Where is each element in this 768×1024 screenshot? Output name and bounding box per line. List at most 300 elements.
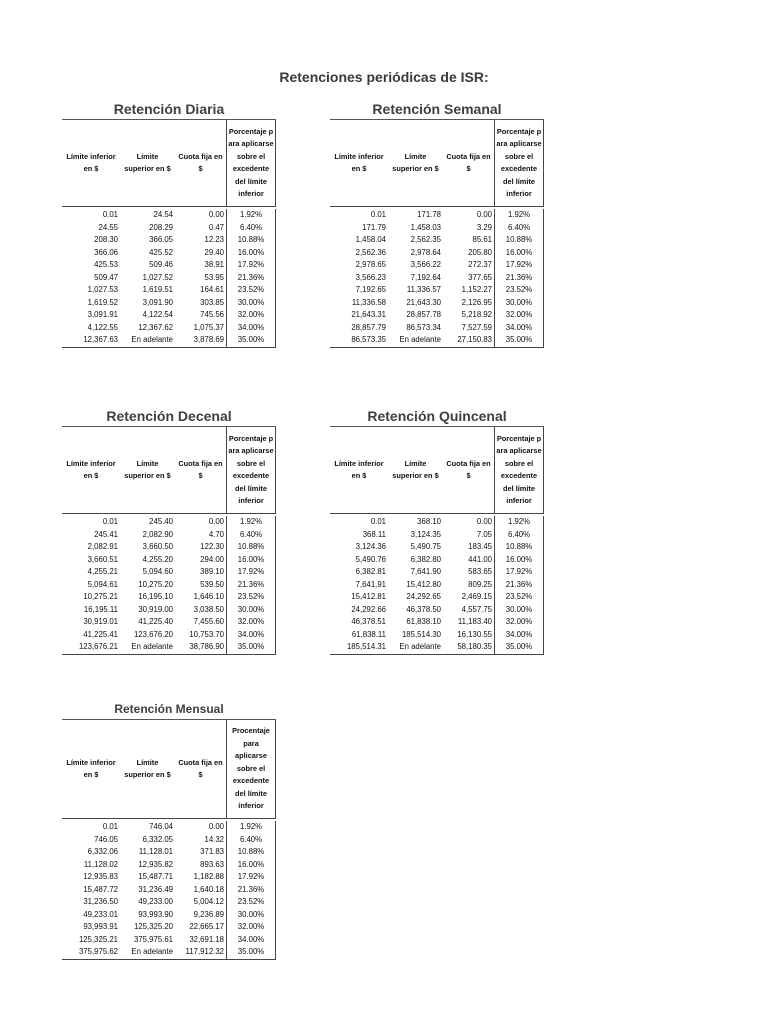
cell-limite-superior: 21,643.30: [406, 297, 441, 307]
cell-cuota-fija: 2,469.15: [461, 592, 492, 601]
cell-limite-inferior: 0.01: [370, 517, 386, 526]
cell-porcentaje: 1.92%: [226, 209, 276, 222]
cell-limite-inferior: 3,124.36: [355, 542, 386, 551]
table-row: [330, 322, 544, 335]
cell-limite-inferior: 0.01: [102, 517, 118, 526]
header-porcentaje: Procentaje para aplicarse sobre el excedente del límite inferior: [226, 720, 276, 818]
cell-porcentaje: 34.00%: [226, 934, 276, 947]
table-row: [62, 834, 276, 847]
cell-limite-inferior: 6,382.81: [355, 567, 386, 576]
cell-limite-superior: 3,124.35: [410, 529, 441, 539]
cell-limite-inferior: 11,336.58: [351, 297, 386, 307]
cell-limite-superior: En adelante: [399, 335, 441, 344]
cell-porcentaje: 16.00%: [226, 859, 276, 872]
table-row: [330, 209, 544, 222]
cell-porcentaje: 23.52%: [226, 896, 276, 909]
cell-limite-superior: 2,978.64: [410, 247, 441, 257]
cell-limite-inferior: 509.47: [94, 272, 118, 282]
cell-porcentaje: 21.36%: [226, 272, 276, 285]
cell-porcentaje: 17.92%: [494, 566, 544, 579]
cell-porcentaje: 30.00%: [226, 297, 276, 310]
table-retencion-semanal: [330, 100, 544, 348]
cell-cuota-fija: 0.00: [476, 210, 492, 219]
table-row: [62, 934, 276, 947]
table-body: [330, 207, 544, 348]
table-row: [62, 554, 276, 567]
cell-limite-superior: En adelante: [131, 947, 173, 956]
cell-limite-superior: 93,993.90: [138, 909, 173, 919]
cell-cuota-fija: 3.29: [476, 222, 492, 232]
cell-limite-inferior: 3,566.23: [355, 272, 386, 282]
cell-limite-superior: 24.54: [153, 210, 173, 219]
cell-limite-superior: 11,336.57: [406, 285, 441, 294]
header-cuota-fija: Cuota fija en $: [178, 458, 223, 480]
cell-limite-inferior: 31,236.50: [83, 897, 118, 906]
header-cuota-fija: Cuota fija en $: [178, 151, 223, 173]
cell-cuota-fija: 164.61: [200, 285, 224, 294]
cell-cuota-fija: 11,183.40: [457, 617, 492, 626]
cell-limite-superior: 86,573.34: [406, 322, 441, 332]
table-row: [330, 566, 544, 579]
cell-limite-inferior: 93,993.91: [83, 922, 118, 931]
cell-limite-superior: 16,195.10: [138, 592, 173, 601]
cell-limite-superior: 3,091.90: [142, 297, 173, 307]
cell-cuota-fija: 14.32: [204, 834, 224, 844]
table-row: [330, 284, 544, 297]
cell-cuota-fija: 7.05: [476, 529, 492, 539]
cell-cuota-fija: 85.61: [472, 235, 492, 244]
cell-limite-superior: 30,919.00: [138, 604, 173, 614]
table-row: [62, 579, 276, 592]
cell-cuota-fija: 32,691.18: [189, 934, 224, 944]
cell-limite-inferior: 208.30: [94, 235, 118, 244]
cell-cuota-fija: 16,130.55: [457, 629, 492, 639]
cell-porcentaje: 35.00%: [494, 334, 544, 347]
cell-cuota-fija: 1,075.37: [193, 322, 224, 332]
cell-cuota-fija: 10,753.70: [189, 629, 224, 639]
cell-limite-inferior: 11,128.02: [83, 859, 118, 869]
table-header: [330, 427, 544, 514]
table-row: [62, 222, 276, 235]
cell-porcentaje: 34.00%: [226, 322, 276, 335]
cell-cuota-fija: 389.10: [200, 567, 224, 576]
cell-cuota-fija: 272.37: [468, 260, 492, 269]
cell-limite-superior: 24,292.65: [406, 592, 441, 601]
cell-cuota-fija: 441.00: [468, 554, 492, 564]
cell-cuota-fija: 5,218.92: [461, 310, 492, 319]
table-row: [62, 259, 276, 272]
table-row: [62, 272, 276, 285]
cell-limite-superior: 6,332.05: [142, 834, 173, 844]
cell-limite-superior: 2,562.35: [410, 235, 441, 244]
cell-cuota-fija: 9,236.89: [193, 909, 224, 919]
cell-limite-superior: En adelante: [131, 642, 173, 651]
header-porcentaje: Porcentaje p ara aplicarse sobre el excedente del límite inferior: [226, 427, 276, 513]
cell-limite-inferior: 61,838.11: [351, 629, 386, 639]
header-limite-inferior: Límite inferior en $: [334, 458, 384, 480]
cell-limite-superior: 2,082.90: [142, 529, 173, 539]
cell-cuota-fija: 1,152.27: [461, 285, 492, 294]
table-retencion-decenal: [62, 407, 276, 655]
cell-limite-inferior: 125,325.21: [78, 934, 118, 944]
cell-cuota-fija: 371.83: [200, 847, 224, 856]
cell-porcentaje: 23.52%: [226, 591, 276, 604]
cell-porcentaje: 21.36%: [494, 579, 544, 592]
cell-limite-inferior: 1,619.52: [87, 297, 118, 307]
table-row: [330, 309, 544, 322]
table-title: Retención Decenal: [62, 407, 276, 427]
table-header: [330, 120, 544, 207]
cell-cuota-fija: 38.91: [204, 260, 224, 269]
cell-porcentaje: 16.00%: [226, 554, 276, 567]
cell-porcentaje: 1.92%: [226, 821, 276, 834]
table-row: [330, 259, 544, 272]
cell-limite-inferior: 30,919.01: [83, 617, 118, 626]
table-row: [62, 641, 276, 654]
table-title: Retención Diaria: [62, 100, 276, 120]
cell-porcentaje: 32.00%: [226, 921, 276, 934]
cell-limite-superior: 1,619.51: [142, 285, 173, 294]
cell-cuota-fija: 745.56: [200, 310, 224, 319]
table-row: [62, 209, 276, 222]
cell-cuota-fija: 2,126.95: [461, 297, 492, 307]
header-porcentaje: Porcentaje p ara aplicarse sobre el excedente del límite inferior: [494, 120, 544, 206]
cell-cuota-fija: 809.25: [468, 579, 492, 589]
cell-limite-superior: 15,487.71: [138, 872, 173, 881]
cell-limite-superior: 49,233.00: [138, 897, 173, 906]
cell-limite-inferior: 7,192.65: [355, 285, 386, 294]
table-row: [62, 871, 276, 884]
header-porcentaje: Porcentaje p ara aplicarse sobre el excedente del límite inferior: [494, 427, 544, 513]
cell-porcentaje: 17.92%: [226, 871, 276, 884]
cell-limite-superior: 4,122.54: [142, 310, 173, 319]
cell-porcentaje: 17.92%: [226, 566, 276, 579]
table-row: [62, 516, 276, 529]
header-limite-inferior: Límite inferior en $: [66, 151, 116, 173]
cell-limite-inferior: 0.01: [370, 210, 386, 219]
cell-porcentaje: 30.00%: [226, 909, 276, 922]
cell-porcentaje: 16.00%: [494, 247, 544, 260]
table-row: [330, 641, 544, 654]
cell-limite-inferior: 366.06: [94, 247, 118, 257]
cell-porcentaje: 34.00%: [226, 629, 276, 642]
cell-porcentaje: 23.52%: [494, 284, 544, 297]
cell-limite-superior: 11,128.01: [138, 847, 173, 856]
table-row: [62, 322, 276, 335]
table-row: [62, 921, 276, 934]
cell-porcentaje: 30.00%: [226, 604, 276, 617]
cell-cuota-fija: 0.00: [208, 822, 224, 831]
cell-limite-superior: 61,838.10: [406, 617, 441, 626]
cell-limite-superior: 12,367.62: [138, 322, 173, 332]
cell-cuota-fija: 0.00: [208, 517, 224, 526]
table-row: [330, 604, 544, 617]
cell-porcentaje: 10.88%: [494, 234, 544, 247]
table-row: [62, 309, 276, 322]
header-limite-superior: Límite superior en $: [392, 458, 439, 480]
cell-limite-superior: 3,566.22: [410, 260, 441, 269]
header-limite-superior: Límite superior en $: [392, 151, 439, 173]
cell-porcentaje: 16.00%: [494, 554, 544, 567]
cell-limite-inferior: 5,490.76: [355, 554, 386, 564]
cell-porcentaje: 1.92%: [494, 209, 544, 222]
cell-limite-inferior: 10,275.21: [83, 592, 118, 601]
cell-limite-superior: 366.05: [149, 235, 173, 244]
header-cuota-fija: Cuota fija en $: [178, 757, 223, 779]
cell-porcentaje: 32.00%: [226, 616, 276, 629]
table-row: [330, 541, 544, 554]
cell-limite-inferior: 0.01: [102, 822, 118, 831]
cell-porcentaje: 23.52%: [494, 591, 544, 604]
cell-limite-inferior: 1,027.53: [87, 285, 118, 294]
table-row: [330, 234, 544, 247]
cell-limite-inferior: 375,975.62: [78, 947, 118, 956]
cell-porcentaje: 21.36%: [494, 272, 544, 285]
cell-porcentaje: 30.00%: [494, 604, 544, 617]
cell-limite-inferior: 123,676.21: [78, 642, 118, 651]
cell-limite-inferior: 4,122.55: [87, 322, 118, 332]
cell-cuota-fija: 3,038.50: [193, 604, 224, 614]
cell-cuota-fija: 4.70: [208, 529, 224, 539]
cell-limite-superior: 10,275.20: [138, 579, 173, 589]
table-row: [330, 334, 544, 347]
cell-limite-superior: 6,382.80: [410, 554, 441, 564]
cell-cuota-fija: 0.00: [476, 517, 492, 526]
cell-cuota-fija: 1,640.18: [193, 884, 224, 894]
table-row: [330, 591, 544, 604]
cell-porcentaje: 35.00%: [226, 946, 276, 959]
table-row: [62, 529, 276, 542]
cell-porcentaje: 10.88%: [226, 846, 276, 859]
cell-porcentaje: 34.00%: [494, 629, 544, 642]
cell-limite-inferior: 3,660.51: [87, 554, 118, 564]
cell-limite-superior: 5,490.75: [410, 542, 441, 551]
cell-limite-superior: 7,192.64: [410, 272, 441, 282]
table-title: Retención Mensual: [62, 700, 276, 720]
cell-porcentaje: 32.00%: [226, 309, 276, 322]
cell-cuota-fija: 1,182.88: [193, 872, 224, 881]
cell-limite-superior: 3,660.50: [142, 542, 173, 551]
cell-porcentaje: 10.88%: [494, 541, 544, 554]
table-row: [62, 297, 276, 310]
cell-porcentaje: 35.00%: [494, 641, 544, 654]
table-row: [62, 859, 276, 872]
cell-cuota-fija: 205.80: [468, 247, 492, 257]
table-row: [62, 909, 276, 922]
cell-porcentaje: 6.40%: [226, 222, 276, 235]
cell-limite-inferior: 15,487.72: [83, 884, 118, 894]
cell-porcentaje: 21.36%: [226, 884, 276, 897]
cell-cuota-fija: 539.50: [200, 579, 224, 589]
table-row: [330, 222, 544, 235]
cell-limite-inferior: 28,857.79: [351, 322, 386, 332]
cell-limite-inferior: 24.55: [98, 222, 118, 232]
cell-porcentaje: 23.52%: [226, 284, 276, 297]
cell-limite-superior: 41,225.40: [138, 617, 173, 626]
cell-limite-inferior: 3,091.91: [87, 310, 118, 319]
cell-cuota-fija: 122.30: [200, 542, 224, 551]
table-body: [62, 207, 276, 348]
cell-cuota-fija: 0.47: [208, 222, 224, 232]
table-row: [62, 247, 276, 260]
cell-cuota-fija: 27,150.83: [457, 335, 492, 344]
table-row: [62, 604, 276, 617]
table-row: [62, 946, 276, 959]
cell-cuota-fija: 303.85: [200, 297, 224, 307]
cell-limite-superior: 375,975.61: [133, 934, 173, 944]
header-limite-superior: Límite superior en $: [124, 151, 171, 173]
header-limite-inferior: Límite inferior en $: [66, 458, 116, 480]
table-row: [62, 896, 276, 909]
header-limite-superior: Límite superior en $: [124, 458, 171, 480]
cell-limite-inferior: 185,514.31: [346, 642, 386, 651]
cell-limite-superior: 123,676.20: [133, 629, 173, 639]
cell-limite-superior: 746.04: [149, 822, 173, 831]
cell-cuota-fija: 38,786.90: [189, 642, 224, 651]
table-row: [330, 247, 544, 260]
table-header: [62, 720, 276, 819]
cell-cuota-fija: 53.95: [204, 272, 224, 282]
cell-porcentaje: 10.88%: [226, 541, 276, 554]
cell-cuota-fija: 294.00: [200, 554, 224, 564]
header-limite-inferior: Límite inferior en $: [334, 151, 384, 173]
table-row: [62, 541, 276, 554]
page-title: Retenciones periódicas de ISR:: [279, 69, 489, 85]
cell-porcentaje: 1.92%: [494, 516, 544, 529]
cell-limite-superior: 5,094.60: [142, 567, 173, 576]
cell-limite-superior: 31,236.49: [138, 884, 173, 894]
table-retencion-mensual: [62, 700, 276, 960]
table-row: [330, 616, 544, 629]
header-limite-superior: Límite superior en $: [124, 757, 171, 779]
cell-limite-inferior: 15,412.81: [351, 592, 386, 601]
cell-porcentaje: 21.36%: [226, 579, 276, 592]
cell-porcentaje: 17.92%: [226, 259, 276, 272]
table-title: Retención Quincenal: [330, 407, 544, 427]
cell-limite-inferior: 12,935.83: [83, 872, 118, 881]
header-cuota-fija: Cuota fija en $: [446, 151, 491, 173]
cell-limite-superior: En adelante: [131, 335, 173, 344]
table-row: [330, 297, 544, 310]
cell-limite-superior: 208.29: [149, 222, 173, 232]
cell-porcentaje: 17.92%: [494, 259, 544, 272]
table-body: [330, 514, 544, 655]
cell-limite-inferior: 746.05: [94, 834, 118, 844]
cell-limite-inferior: 6,332.06: [87, 847, 118, 856]
cell-porcentaje: 6.40%: [494, 529, 544, 542]
table-row: [330, 579, 544, 592]
table-row: [62, 884, 276, 897]
cell-limite-inferior: 0.01: [102, 210, 118, 219]
cell-porcentaje: 34.00%: [494, 322, 544, 335]
cell-porcentaje: 32.00%: [494, 309, 544, 322]
cell-limite-inferior: 2,082.91: [87, 542, 118, 551]
table-row: [330, 529, 544, 542]
cell-limite-inferior: 7,641.91: [355, 579, 386, 589]
cell-porcentaje: 35.00%: [226, 334, 276, 347]
cell-cuota-fija: 377.65: [468, 272, 492, 282]
cell-porcentaje: 6.40%: [226, 834, 276, 847]
cell-porcentaje: 30.00%: [494, 297, 544, 310]
cell-limite-inferior: 368.11: [362, 529, 386, 539]
table-row: [62, 234, 276, 247]
table-row: [330, 629, 544, 642]
table-row: [62, 284, 276, 297]
cell-limite-inferior: 425.53: [94, 260, 118, 269]
cell-limite-inferior: 5,094.61: [87, 579, 118, 589]
cell-cuota-fija: 183.45: [468, 542, 492, 551]
cell-porcentaje: 32.00%: [494, 616, 544, 629]
cell-porcentaje: 35.00%: [226, 641, 276, 654]
cell-porcentaje: 10.88%: [226, 234, 276, 247]
cell-limite-superior: 7,641.90: [410, 567, 441, 576]
table-row: [62, 821, 276, 834]
table-retencion-quincenal: [330, 407, 544, 655]
cell-limite-superior: 185,514.30: [401, 629, 441, 639]
table-row: [62, 846, 276, 859]
table-row: [62, 591, 276, 604]
cell-limite-inferior: 4,255.21: [87, 567, 118, 576]
cell-limite-superior: 1,027.52: [142, 272, 173, 282]
cell-limite-superior: 15,412.80: [406, 579, 441, 589]
cell-cuota-fija: 583.65: [468, 567, 492, 576]
cell-cuota-fija: 5,004.12: [193, 897, 224, 906]
table-title: Retención Semanal: [330, 100, 544, 120]
cell-cuota-fija: 58,180.35: [457, 642, 492, 651]
header-limite-inferior: Límite inferior en $: [66, 757, 116, 779]
table-header: [62, 427, 276, 514]
cell-porcentaje: 1.92%: [226, 516, 276, 529]
cell-limite-superior: 4,255.20: [142, 554, 173, 564]
table-retencion-diaria: [62, 100, 276, 348]
table-row: [62, 616, 276, 629]
cell-limite-inferior: 1,458.04: [355, 235, 386, 244]
cell-limite-inferior: 24,292.66: [351, 604, 386, 614]
cell-limite-superior: 171.78: [417, 210, 441, 219]
cell-porcentaje: 6.40%: [226, 529, 276, 542]
table-header: [62, 120, 276, 207]
table-row: [62, 629, 276, 642]
cell-limite-superior: 509.46: [149, 260, 173, 269]
header-porcentaje: Porcentaje p ara aplicarse sobre el excedente del límite inferior: [226, 120, 276, 206]
cell-limite-inferior: 12,367.63: [83, 335, 118, 344]
cell-limite-superior: 368.10: [417, 517, 441, 526]
cell-limite-superior: En adelante: [399, 642, 441, 651]
cell-porcentaje: 6.40%: [494, 222, 544, 235]
cell-limite-inferior: 245.41: [94, 529, 118, 539]
cell-cuota-fija: 29.40: [204, 247, 224, 257]
cell-cuota-fija: 3,878.69: [193, 335, 224, 344]
cell-limite-superior: 1,458.03: [410, 222, 441, 232]
table-row: [330, 272, 544, 285]
cell-cuota-fija: 7,455.60: [193, 617, 224, 626]
cell-limite-inferior: 46,378.51: [351, 617, 386, 626]
cell-cuota-fija: 0.00: [208, 210, 224, 219]
cell-limite-inferior: 41,225.41: [83, 629, 118, 639]
table-body: [62, 819, 276, 960]
cell-limite-inferior: 2,562.36: [355, 247, 386, 257]
cell-limite-inferior: 86,573.35: [351, 335, 386, 344]
cell-cuota-fija: 4,557.75: [461, 604, 492, 614]
table-row: [330, 516, 544, 529]
cell-cuota-fija: 1,646.10: [193, 592, 224, 601]
cell-limite-inferior: 2,978.65: [355, 260, 386, 269]
table-row: [330, 554, 544, 567]
table-row: [62, 566, 276, 579]
cell-limite-inferior: 21,643.31: [351, 310, 386, 319]
cell-porcentaje: 16.00%: [226, 247, 276, 260]
cell-cuota-fija: 7,527.59: [461, 322, 492, 332]
